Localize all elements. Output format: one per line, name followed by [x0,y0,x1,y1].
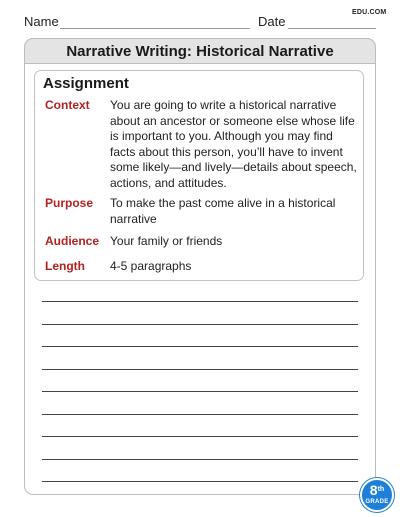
name-label: Name [24,14,59,29]
assignment-card [34,70,364,281]
writing-line[interactable] [42,481,358,482]
writing-line[interactable] [42,459,358,460]
date-label: Date [258,14,286,29]
length-label: Length [45,259,85,273]
audience-text: Your family or friends [110,234,223,248]
writing-line[interactable] [42,369,358,370]
grade-badge [360,478,394,512]
length-text: 4-5 paragraphs [110,259,192,273]
grade-suffix: th [377,486,385,493]
date-field[interactable] [288,28,376,29]
grade-word: GRADE [365,499,389,505]
writing-line[interactable] [42,414,358,415]
writing-line[interactable] [42,391,358,392]
context-text: You are going to write a historical narrative about an ancestor or someone else whose life is important to you. Although you may find facts about this person, you’ll have to invent some likely—and lively—details about speech, actions, and attitudes. [110,98,357,190]
name-field[interactable] [60,28,250,29]
purpose-text: To make the past come alive in a historical narrative [110,196,336,226]
brand-logo: EDU.COM [352,9,387,16]
writing-line[interactable] [42,301,358,302]
writing-line[interactable] [42,346,358,347]
writing-line[interactable] [42,436,358,437]
audience-label: Audience [45,234,100,248]
worksheet-title: Narrative Writing: Historical Narrative [66,42,334,60]
writing-line[interactable] [42,324,358,325]
title-bar [24,38,376,64]
assignment-heading: Assignment [43,75,129,92]
grade-number: 8th [369,482,385,498]
context-label: Context [45,98,90,112]
purpose-label: Purpose [45,196,94,210]
